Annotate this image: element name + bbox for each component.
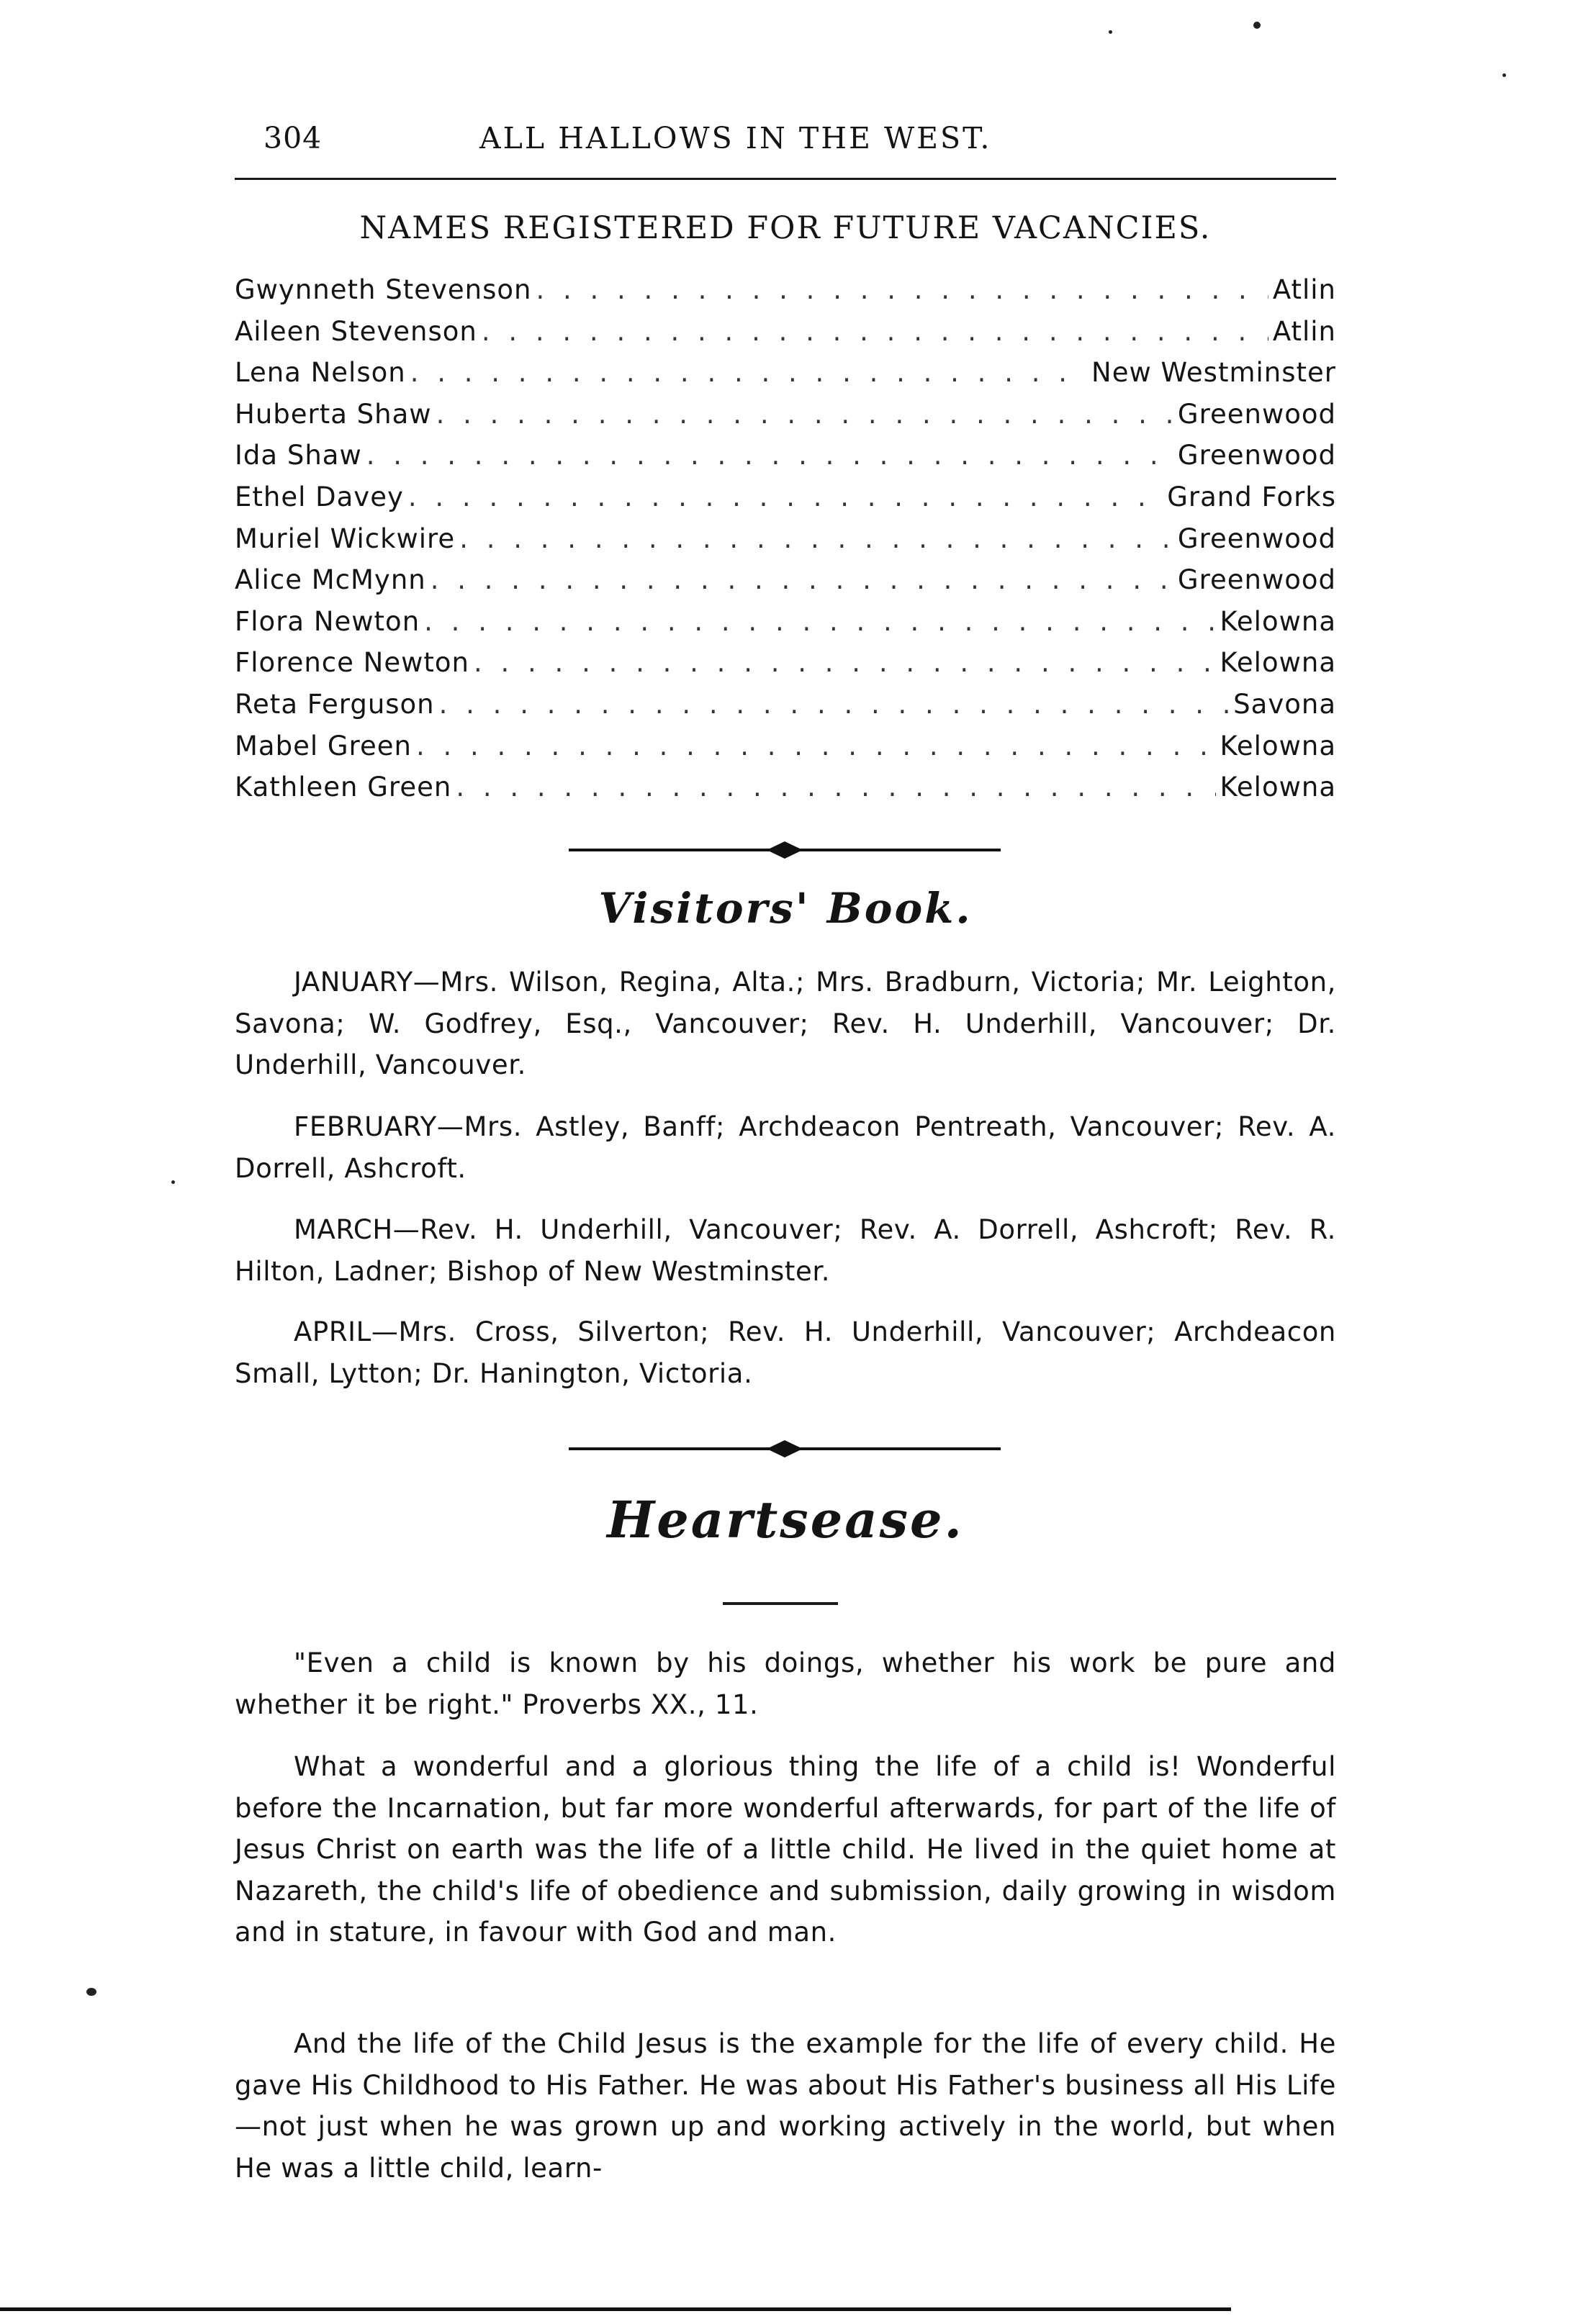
running-header [235,121,1336,164]
registered-name: Kathleen Green [235,772,452,803]
registered-name-row [235,725,1336,767]
dot-leader [482,311,1268,353]
dot-leader [536,269,1268,311]
registered-name-row [235,518,1336,560]
visitors-book-heading: Visitors' Book. [598,884,973,933]
registered-name-row [235,435,1336,476]
registered-name-row [235,394,1336,435]
registered-place: Atlin [1272,274,1336,305]
visitors-march: MARCH—Rev. H. Underhill, Vancouver; Rev. A. Dorrell, Ashcroft; Rev. R. Hilton, Ladner; Bishop of New Westminster. [235,1214,1336,1287]
registered-names-list [235,269,1336,808]
registered-place: Grand Forks [1167,481,1336,512]
registered-name: Gwynneth Stevenson [235,274,532,305]
registered-name-row [235,559,1336,601]
visitors-february: FEBRUARY—Mrs. Astley, Banff; Archdeacon Pentreath, Vancouver; Rev. A. Dorrell, Ashcroft. [235,1111,1336,1184]
registered-name-row [235,269,1336,311]
heading-underline-rule [723,1602,838,1605]
registered-name-row [235,601,1336,643]
section-ornament [569,1438,1001,1460]
registered-name: Lena Nelson [235,357,406,389]
registered-place: Kelowna [1220,772,1336,803]
registered-place: Greenwood [1177,398,1336,430]
registered-name-row [235,352,1336,394]
print-speck [1253,22,1261,29]
dot-leader [408,476,1163,518]
registered-place: Kelowna [1220,605,1336,637]
dot-leader [416,725,1216,767]
heartsease-paragraph: And the life of the Child Jesus is the example for the life of every child. He gave His Childhood to His Father. He was about His Father's business all His Life—not just when he was grown up and working actively in the world, but when He was a little child, learn- [235,2028,1336,2184]
print-speck [1109,30,1112,34]
print-speck [1502,73,1506,77]
registered-place: New Westminster [1091,357,1336,389]
registered-name-row [235,642,1336,684]
dot-leader [456,767,1215,808]
scan-edge-rule [0,2307,1231,2311]
page-number: 304 [263,121,323,155]
section-ornament [569,839,1001,861]
print-speck [171,1180,175,1184]
dot-leader [424,601,1215,643]
registered-name: Alice McMynn [235,564,426,596]
dot-leader [431,559,1173,601]
scripture-quote: "Even a child is known by his doings, whether his work be pure and whether it be right." Proverbs XX., 11. [235,1647,1336,1720]
registered-name-row [235,767,1336,808]
dot-leader [459,518,1173,560]
heartsease-heading: Heartsease. [607,1490,964,1550]
registered-names-heading: NAMES REGISTERED FOR FUTURE VACANCIES. [359,210,1212,246]
running-title: ALL HALLOWS IN THE WEST. [479,121,992,155]
registered-name-row [235,311,1336,353]
dot-leader [474,642,1216,684]
visitors-january: JANUARY—Mrs. Wilson, Regina, Alta.; Mrs. Bradburn, Victoria; Mr. Leighton, Savona; W. Godfrey, Esq., Vancouver; Rev. H. Underhill, Vancouver; Dr. Underhill, Vancouver. [235,967,1336,1080]
dot-leader [436,394,1173,435]
registered-place: Atlin [1272,315,1336,347]
registered-place: Greenwood [1177,523,1336,554]
registered-name: Aileen Stevenson [235,315,477,347]
registered-name: Huberta Shaw [235,398,432,430]
registered-place: Kelowna [1220,730,1336,761]
header-rule [235,178,1336,180]
registered-name: Mabel Green [235,730,412,761]
dot-leader [410,352,1087,394]
registered-name: Ethel Davey [235,481,404,512]
registered-name-row [235,476,1336,518]
registered-place: Savona [1233,688,1336,720]
print-speck [86,1988,96,1996]
registered-name: Florence Newton [235,647,469,679]
registered-name: Flora Newton [235,605,420,637]
visitors-april: APRIL—Mrs. Cross, Silverton; Rev. H. Underhill, Vancouver; Archdeacon Small, Lytton; Dr. Hanington, Victoria. [235,1316,1336,1389]
registered-name-row [235,684,1336,725]
registered-name: Ida Shaw [235,440,362,471]
dot-leader [366,435,1173,476]
registered-place: Greenwood [1177,440,1336,471]
registered-name: Muriel Wickwire [235,523,456,554]
registered-name: Reta Ferguson [235,688,435,720]
registered-place: Greenwood [1177,564,1336,596]
dot-leader [439,684,1230,725]
registered-place: Kelowna [1220,647,1336,679]
heartsease-paragraph: What a wonderful and a glorious thing the life of a child is! Wonderful before the Incarnation, but far more wonderful afterwards, for part of the life of Jesus Christ on earth was the life of a little child. He lived in the quiet home at Nazareth, the child's life of obedience and submission, daily growing in wisdom and in stature, in favour with God and man. [235,1751,1336,1948]
